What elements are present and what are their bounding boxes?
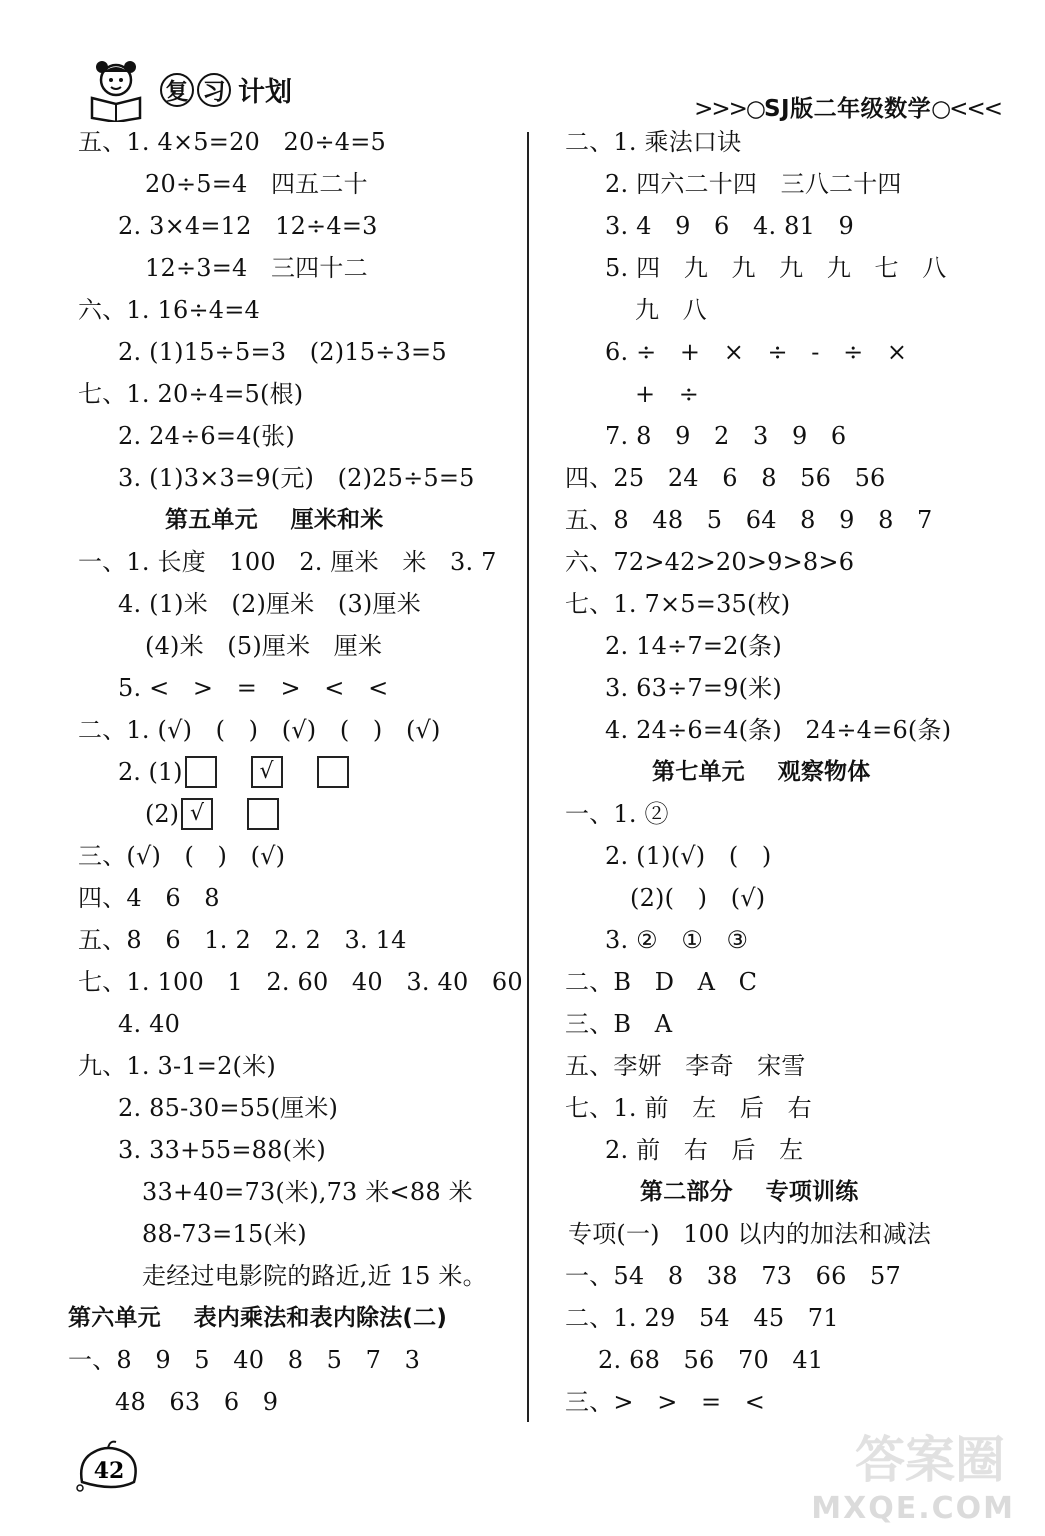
answer-line: 88-73=15(米) — [142, 1220, 307, 1248]
page-number-badge — [74, 1438, 144, 1494]
answer-line: 二、B D A C — [565, 968, 758, 996]
answer-line: 3. 4 9 6 4. 81 9 — [605, 212, 855, 240]
answer-line: 12÷3=4 三四十二 — [145, 254, 368, 282]
answer-line: 7. 8 9 2 3 9 6 — [605, 422, 847, 450]
answer-line: 2. 68 56 70 41 — [598, 1346, 824, 1374]
answer-line: 一、1. 长度 100 2. 厘米 米 3. 7 — [78, 548, 497, 576]
answer-line: 3. ② ① ③ — [605, 926, 749, 954]
answer-line: 五、1. 4×5=20 20÷4=5 — [78, 128, 387, 156]
answer-line: 3. (1)3×3=9(元) (2)25÷5=5 — [118, 464, 475, 492]
answer-box: √ — [181, 798, 213, 830]
answer-line: 五、8 6 1. 2 2. 2 3. 14 — [78, 926, 407, 954]
section-heading: 第二部分 专项训练 — [640, 1179, 859, 1205]
answer-line: 2. 四六二十四 三八二十四 — [605, 170, 902, 198]
answer-line: 2. (1)(√) ( ) — [605, 842, 772, 870]
page-header — [0, 0, 1045, 135]
answer-line: 20÷5=4 四五二十 — [145, 170, 368, 198]
answer-line: 4. 24÷6=4(条) 24÷4=6(条) — [605, 716, 952, 744]
answer-line: 三、> > = < — [565, 1388, 766, 1416]
brand-char-2: 习 — [197, 73, 231, 107]
answer-line: 三、B A — [565, 1010, 673, 1038]
reading-girl-icon — [80, 58, 152, 122]
brand-char-1: 复 — [160, 73, 194, 107]
answer-line: 二、1. 乘法口诀 — [565, 128, 742, 156]
watermark-logo: 答案圈 — [855, 1431, 1005, 1489]
answer-line: 5. < > = > < < — [118, 674, 389, 702]
edition-text: SJ版二年级数学 — [763, 96, 932, 122]
checkbox-row-2 — [145, 798, 281, 830]
edition-label — [694, 90, 1001, 123]
answer-line: 九、1. 3-1=2(米) — [78, 1052, 276, 1080]
answer-line: 33+40=73(米),73 米<88 米 — [142, 1178, 473, 1206]
answer-line: 3. 63÷7=9(米) — [605, 674, 782, 702]
answer-line: 七、1. 100 1 2. 60 40 3. 40 60 — [78, 968, 523, 996]
answer-line: 一、8 9 5 40 8 5 7 3 — [68, 1346, 421, 1374]
page-number: 42 — [93, 1458, 125, 1484]
section-heading: 第六单元 表内乘法和表内除法(二) — [68, 1305, 448, 1331]
answer-line: 七、1. 前 左 后 右 — [565, 1094, 812, 1122]
answer-line: 六、72>42>20>9>8>6 — [565, 548, 855, 576]
answer-line: 五、8 48 5 64 8 9 8 7 — [565, 506, 933, 534]
brand-title — [160, 70, 292, 109]
answer-line: 九 八 — [635, 296, 707, 324]
answer-box — [317, 756, 349, 788]
answer-line: 六、1. 16÷4=4 — [78, 296, 261, 324]
checkbox-row-2-label: (2) — [145, 800, 179, 828]
answer-line: 三、(√) ( ) (√) — [78, 842, 286, 870]
checkbox-row-1 — [118, 756, 351, 788]
answer-line: 5. 四 九 九 九 九 七 八 — [605, 254, 947, 282]
checkbox-row-1-label: 2. (1) — [118, 758, 183, 786]
answer-line: 七、1. 20÷4=5(根) — [78, 380, 304, 408]
section-heading: 第七单元 观察物体 — [652, 759, 871, 785]
answer-line: 四、4 6 8 — [78, 884, 220, 912]
answer-line: 4. (1)米 (2)厘米 (3)厘米 — [118, 590, 421, 618]
answer-line: 一、1. ② — [565, 800, 669, 828]
answer-line: 48 63 6 9 — [115, 1388, 279, 1416]
answer-line: 一、54 8 38 73 66 57 — [565, 1262, 901, 1290]
answer-line: + ÷ — [635, 380, 700, 408]
answer-line: 二、1. (√) ( ) (√) ( ) (√) — [78, 716, 441, 744]
answer-line: 4. 40 — [118, 1010, 181, 1038]
answer-box — [185, 756, 217, 788]
edition-suffix: ○<<< — [931, 96, 1001, 122]
answer-box: √ — [251, 756, 283, 788]
answer-line: 2. 24÷6=4(张) — [118, 422, 295, 450]
answer-line: 2. 前 右 后 左 — [605, 1136, 804, 1164]
answer-line: 2. 85-30=55(厘米) — [118, 1094, 339, 1122]
answer-line: 2. 14÷7=2(条) — [605, 632, 782, 660]
section-heading: 第五单元 厘米和米 — [165, 507, 384, 533]
answer-line: 2. 3×4=12 12÷4=3 — [118, 212, 378, 240]
watermark-url: MXQE.COM — [811, 1491, 1015, 1526]
edition-prefix: >>>○ — [694, 96, 764, 122]
answer-line: 3. 33+55=88(米) — [118, 1136, 326, 1164]
answer-line: 2. (1)15÷5=3 (2)15÷3=5 — [118, 338, 447, 366]
answer-line: 走经过电影院的路近,近 15 米。 — [142, 1262, 487, 1290]
answer-line: (4)米 (5)厘米 厘米 — [145, 632, 383, 660]
answer-box — [247, 798, 279, 830]
brand-rest: 计划 — [238, 77, 292, 108]
answer-line: 七、1. 7×5=35(枚) — [565, 590, 791, 618]
answer-line: (2)( ) (√) — [630, 884, 766, 912]
watermark — [811, 1431, 1025, 1526]
answer-line: 五、李妍 李奇 宋雪 — [565, 1052, 806, 1080]
answer-line: 四、25 24 6 8 56 56 — [565, 464, 886, 492]
column-divider — [527, 132, 529, 1422]
answer-line: 专项(一) 100 以内的加法和减法 — [568, 1220, 932, 1248]
answer-line: 6. ÷ + × ÷ - ÷ × — [605, 338, 908, 366]
answer-line: 二、1. 29 54 45 71 — [565, 1304, 839, 1332]
